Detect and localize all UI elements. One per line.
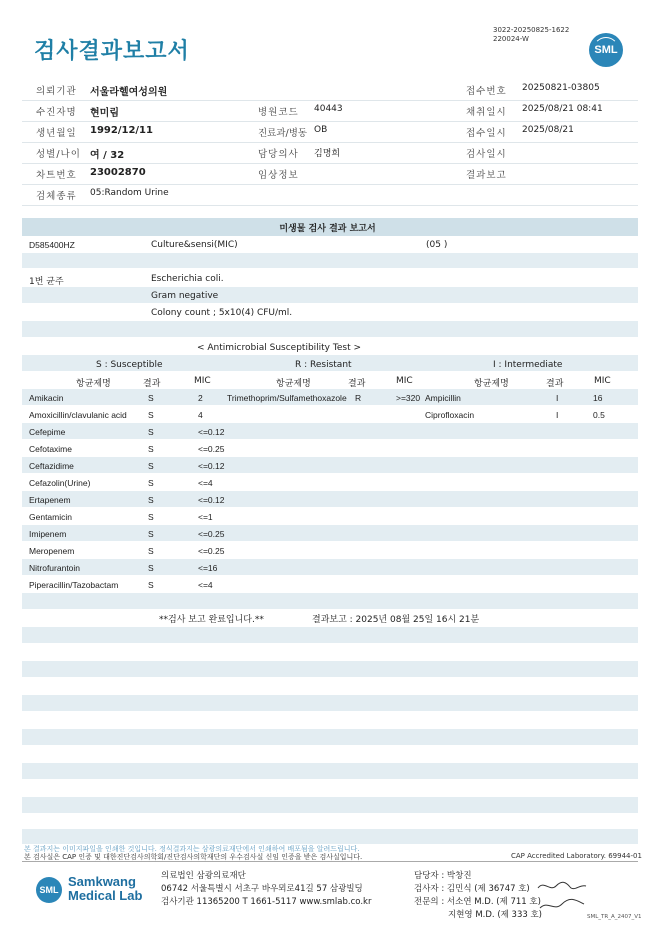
ast-result: S	[148, 580, 154, 590]
receipt-date-label: 접수일시	[466, 128, 507, 139]
info-row-1	[22, 79, 638, 101]
test-date-label: 검사일시	[466, 149, 507, 160]
ast-drug-name: Piperacillin/Tazobactam	[29, 580, 119, 590]
lab-info	[161, 870, 371, 909]
band	[22, 829, 638, 844]
test-code: D585400HZ	[29, 240, 75, 250]
ast-mic-value: <=16	[198, 563, 218, 573]
col-mic-2: MIC	[396, 376, 413, 386]
legend-resistant: R : Resistant	[295, 360, 352, 370]
band	[22, 423, 638, 439]
receipt-no-label: 접수번호	[466, 86, 507, 97]
ast-result: R	[355, 393, 362, 403]
manager-label: 담당자 :	[414, 871, 445, 881]
col-mic-1: MIC	[194, 376, 211, 386]
band	[22, 457, 638, 473]
ast-result: S	[148, 478, 154, 488]
ast-drug-name: Nitrofurantoin	[29, 563, 81, 573]
ast-result: S	[148, 393, 154, 403]
test-extra: (05 )	[426, 240, 448, 250]
footer-sml-logo: SML	[36, 877, 62, 903]
ast-mic-value: <=0.25	[198, 529, 225, 539]
ast-result: S	[148, 495, 154, 505]
band	[22, 525, 638, 541]
ast-mic-value: <=0.12	[198, 461, 225, 471]
ast-mic-value: 0.5	[593, 410, 605, 420]
footer-divider	[22, 861, 638, 862]
dept-label: 진료과/병동	[258, 128, 308, 139]
ast-mic-value: <=0.25	[198, 444, 225, 454]
info-row-6	[22, 184, 638, 206]
logo-text: SML	[594, 44, 618, 56]
document-number	[493, 26, 569, 44]
chart-value: 23002870	[90, 167, 146, 178]
doctor-value: 김명희	[314, 149, 341, 159]
ast-drug-name: Cefazolin(Urine)	[29, 478, 91, 488]
info-row-5	[22, 163, 638, 185]
examinee-value: 현미림	[90, 108, 119, 119]
ast-mic-value: <=0.12	[198, 427, 225, 437]
specimen-label: 검체종류	[36, 191, 77, 202]
ast-mic-value: <=0.25	[198, 546, 225, 556]
section-title: 미생물 검사 결과 보고서	[279, 224, 376, 234]
manager-name: 박창진	[446, 871, 472, 881]
sml-logo	[589, 33, 623, 67]
legend-susceptible: S : Susceptible	[96, 360, 163, 370]
expert-name-1: 서소연 M.D. (제 711 호)	[446, 897, 541, 907]
signatories	[414, 870, 542, 922]
ast-result: S	[148, 512, 154, 522]
test-name: Culture&sensi(MIC)	[151, 240, 238, 250]
doctor-label: 담당의사	[258, 149, 299, 160]
band	[22, 695, 638, 711]
ast-drug-name: Cefepime	[29, 427, 66, 437]
band	[22, 661, 638, 677]
accreditation-notice: 본 검사실은 CAP 인증 및 대한진단검사의학회/진단검사의학재단의 우수검사실 신임 인증을 받은 검사실입니다.	[24, 853, 363, 861]
ast-result: S	[148, 427, 154, 437]
band	[22, 593, 638, 609]
col-result-3: 결과	[546, 379, 564, 389]
col-drug-1: 항균제명	[76, 379, 111, 389]
receipt-no-value: 20250821-03805	[522, 83, 600, 93]
dept-value: OB	[314, 125, 328, 135]
collection-label: 채취일시	[466, 107, 507, 118]
organism-label: 1번 균주	[29, 277, 64, 287]
info-row-4	[22, 142, 638, 164]
ast-mic-value: <=4	[198, 478, 213, 488]
ast-mic-value: 16	[593, 393, 603, 403]
specimen-value: 05:Random Urine	[90, 188, 169, 198]
gram-stain: Gram negative	[151, 291, 219, 301]
tester-label: 검사자 :	[414, 884, 445, 894]
band	[22, 287, 638, 303]
ast-result: S	[148, 563, 154, 573]
ast-result: S	[148, 529, 154, 539]
ast-drug-name: Amikacin	[29, 393, 64, 403]
band	[22, 253, 638, 268]
col-drug-2: 항균제명	[276, 379, 311, 389]
ast-drug-name: Imipenem	[29, 529, 67, 539]
band	[22, 559, 638, 575]
image-notice: 본 결과지는 이미지파일을 인쇄한 것입니다. 정식결과지는 삼광의료재단에서 인쇄하여 배포됨을 알려드립니다.	[24, 845, 360, 853]
signature-icon	[536, 878, 596, 914]
band	[22, 797, 638, 813]
lab-address: 06742 서울특별시 서초구 바우뫼로41길 57 삼광빌딩	[161, 884, 363, 894]
hospital-code-label: 병원코드	[258, 107, 299, 118]
band	[22, 763, 638, 779]
ast-result: S	[148, 444, 154, 454]
document-number-line1: 3022-20250825-1622	[493, 26, 570, 34]
ast-title: < Antimicrobial Susceptibility Test >	[197, 343, 361, 353]
institution-label: 의뢰기관	[36, 86, 77, 97]
band	[22, 321, 638, 337]
logo-arc-icon	[593, 37, 619, 63]
ast-mic-value: <=0.12	[198, 495, 225, 505]
receipt-date-value: 2025/08/21	[522, 125, 574, 135]
result-report-label: 결과보고	[466, 170, 507, 181]
ast-result: S	[148, 546, 154, 556]
form-code: SML_TR_A_2407_V1	[587, 914, 642, 920]
sex-age-label: 성별/나이	[36, 149, 81, 160]
ast-mic-value: 4	[198, 410, 203, 420]
col-result-1: 결과	[143, 379, 161, 389]
ast-drug-name: Gentamicin	[29, 512, 72, 522]
info-row-2	[22, 100, 638, 122]
lab-name-line2: Medical Lab	[68, 888, 143, 903]
clinical-label: 임상정보	[258, 170, 299, 181]
expert-name-2: 지현영 M.D. (제 333 호)	[448, 910, 543, 920]
lab-org: 의료법인 삼광의료재단	[161, 871, 246, 881]
ast-drug-name: Amoxicillin/clavulanic acid	[29, 410, 127, 420]
ast-drug-name: Ceftazidime	[29, 461, 74, 471]
dob-label: 생년월일	[36, 128, 77, 139]
ast-mic-value: 2	[198, 393, 203, 403]
colony-count: Colony count ; 5x10(4) CFU/ml.	[151, 308, 293, 318]
expert-label: 전문의 :	[414, 897, 445, 907]
institution-value: 서울라헬여성의원	[90, 87, 168, 98]
ast-result: S	[148, 461, 154, 471]
hospital-code-value: 40443	[314, 104, 343, 114]
col-mic-3: MIC	[594, 376, 611, 386]
ast-drug-name: Meropenem	[29, 546, 75, 556]
band	[22, 627, 638, 643]
ast-drug-name: Trimethoprim/Sulfamethoxazole	[227, 393, 347, 403]
page-title: 검사결과보고서	[34, 39, 190, 64]
legend-intermediate: I : Intermediate	[493, 360, 563, 370]
band	[22, 729, 638, 745]
collection-value: 2025/08/21 08:41	[522, 104, 603, 114]
tester-name: 김민식 (제 36747 호)	[446, 884, 530, 894]
sex-age-value: 여 / 32	[90, 150, 125, 161]
report-time: 결과보고 : 2025년 08월 25일 16시 21분	[312, 615, 480, 625]
lab-name	[68, 875, 142, 903]
dob-value: 1992/12/11	[90, 125, 153, 136]
document-number-line2: 220024-W	[493, 35, 529, 43]
ast-drug-name: Cefotaxime	[29, 444, 72, 454]
col-drug-3: 항균제명	[474, 379, 509, 389]
ast-result: S	[148, 410, 154, 420]
ast-mic-value: <=4	[198, 580, 213, 590]
ast-drug-name: Ampicillin	[425, 393, 461, 403]
chart-label: 차트번호	[36, 170, 77, 181]
col-result-2: 결과	[348, 379, 366, 389]
examinee-label: 수진자명	[36, 107, 77, 118]
ast-result: I	[556, 410, 559, 420]
organism-name: Escherichia coli.	[151, 274, 224, 284]
cap-accreditation: CAP Accredited Laboratory. 69944-01	[511, 852, 642, 860]
report-complete: **검사 보고 완료입니다.**	[159, 615, 264, 625]
ast-drug-name: Ciprofloxacin	[425, 410, 475, 420]
ast-mic-value: >=320	[396, 393, 421, 403]
ast-drug-name: Ertapenem	[29, 495, 71, 505]
lab-name-line1: Samkwang	[68, 874, 136, 889]
ast-mic-value: <=1	[198, 512, 213, 522]
band	[22, 491, 638, 507]
info-row-3	[22, 121, 638, 143]
ast-result: I	[556, 393, 559, 403]
lab-contact: 검사기관 11365200 T 1661-5117 www.smlab.co.kr	[161, 897, 372, 907]
